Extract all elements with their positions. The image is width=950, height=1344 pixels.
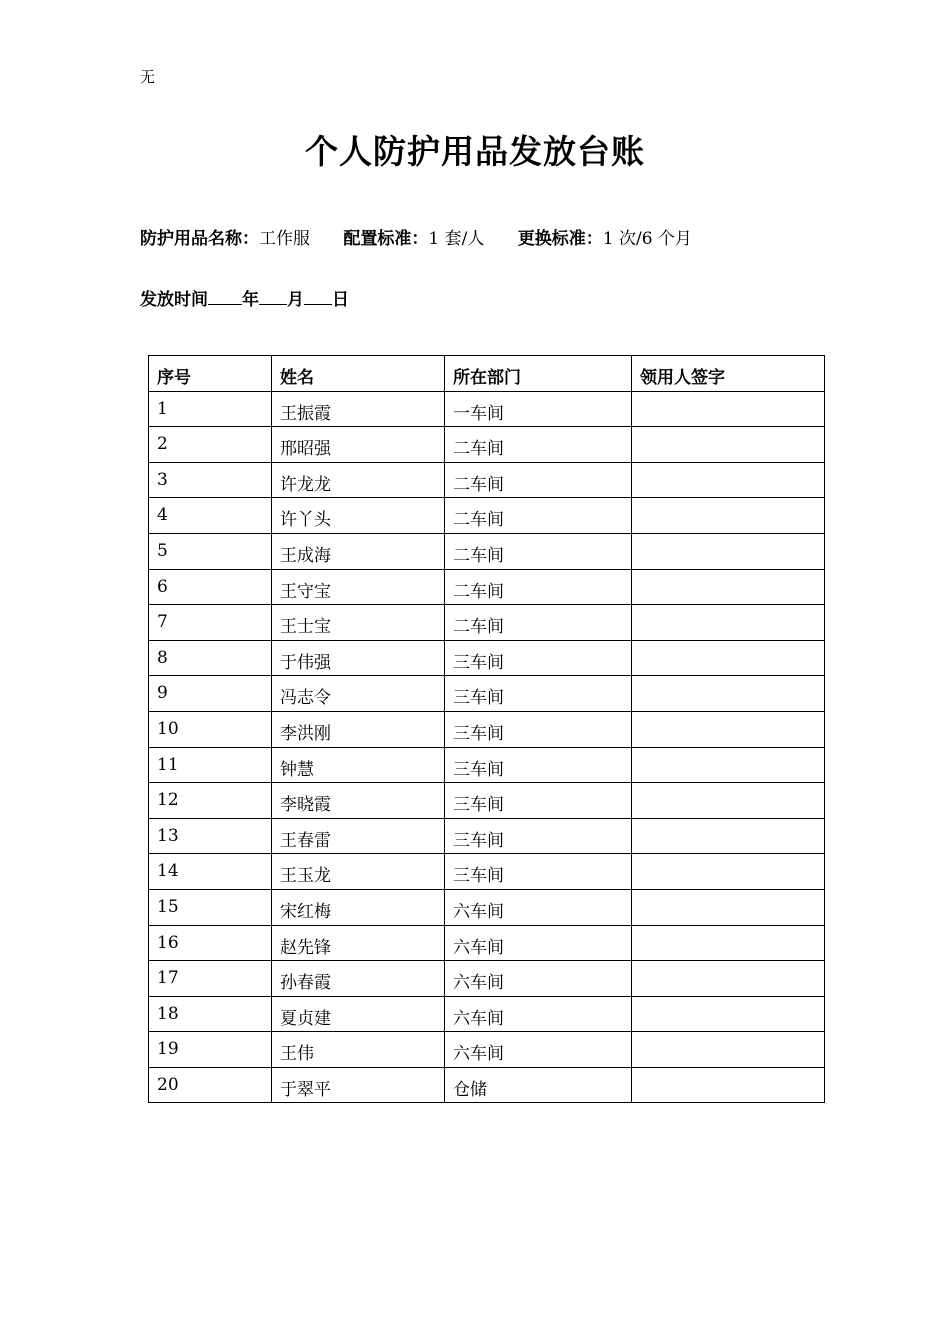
table-row <box>149 640 825 676</box>
cell-department: 六车间 <box>445 925 632 961</box>
table-header-row <box>149 356 825 392</box>
cell-signature[interactable] <box>632 854 825 890</box>
cell-no: 19 <box>149 1032 272 1068</box>
header-name: 姓名 <box>272 356 445 392</box>
cell-department: 三车间 <box>445 640 632 676</box>
spec-line <box>140 224 692 249</box>
month-blank[interactable] <box>259 288 287 305</box>
cell-department: 六车间 <box>445 889 632 925</box>
cell-no: 18 <box>149 996 272 1032</box>
table-row <box>149 783 825 819</box>
distribution-ledger-table <box>148 355 825 1103</box>
header-no: 序号 <box>149 356 272 392</box>
cell-signature[interactable] <box>632 533 825 569</box>
config-standard-value: 1 套/人 <box>428 229 485 249</box>
table-row <box>149 1032 825 1068</box>
cell-no: 16 <box>149 925 272 961</box>
header-note: 无 <box>140 68 156 86</box>
cell-name: 李洪刚 <box>272 711 445 747</box>
cell-no: 15 <box>149 889 272 925</box>
cell-department: 三车间 <box>445 783 632 819</box>
cell-name: 许丫头 <box>272 498 445 534</box>
cell-no: 13 <box>149 818 272 854</box>
month-label: 月 <box>287 290 304 310</box>
cell-signature[interactable] <box>632 569 825 605</box>
cell-no: 1 <box>149 391 272 427</box>
cell-signature[interactable] <box>632 676 825 712</box>
cell-department: 二车间 <box>445 462 632 498</box>
table-row <box>149 711 825 747</box>
cell-signature[interactable] <box>632 1032 825 1068</box>
table-row <box>149 569 825 605</box>
cell-signature[interactable] <box>632 640 825 676</box>
table-row <box>149 391 825 427</box>
table-row <box>149 533 825 569</box>
cell-department: 二车间 <box>445 533 632 569</box>
cell-signature[interactable] <box>632 498 825 534</box>
table-row <box>149 1067 825 1103</box>
cell-signature[interactable] <box>632 711 825 747</box>
cell-name: 钟慧 <box>272 747 445 783</box>
table-row <box>149 854 825 890</box>
cell-department: 六车间 <box>445 996 632 1032</box>
cell-no: 3 <box>149 462 272 498</box>
cell-signature[interactable] <box>632 747 825 783</box>
cell-no: 14 <box>149 854 272 890</box>
cell-name: 王成海 <box>272 533 445 569</box>
cell-no: 11 <box>149 747 272 783</box>
table-row <box>149 676 825 712</box>
cell-name: 赵先锋 <box>272 925 445 961</box>
cell-name: 孙春霞 <box>272 961 445 997</box>
cell-no: 6 <box>149 569 272 605</box>
table-body <box>149 391 825 1103</box>
cell-department: 三车间 <box>445 818 632 854</box>
cell-department: 三车间 <box>445 676 632 712</box>
cell-department: 三车间 <box>445 854 632 890</box>
cell-department: 三车间 <box>445 747 632 783</box>
cell-department: 二车间 <box>445 605 632 641</box>
cell-name: 李晓霞 <box>272 783 445 819</box>
cell-name: 许龙龙 <box>272 462 445 498</box>
cell-no: 20 <box>149 1067 272 1103</box>
table-row <box>149 889 825 925</box>
cell-name: 王伟 <box>272 1032 445 1068</box>
day-label: 日 <box>332 290 349 310</box>
replace-standard-label: 更换标准： <box>517 229 603 249</box>
cell-department: 二车间 <box>445 569 632 605</box>
cell-department: 二车间 <box>445 498 632 534</box>
day-blank[interactable] <box>304 288 332 305</box>
cell-no: 4 <box>149 498 272 534</box>
cell-signature[interactable] <box>632 605 825 641</box>
cell-name: 夏贞建 <box>272 996 445 1032</box>
cell-no: 8 <box>149 640 272 676</box>
table-row <box>149 498 825 534</box>
issue-date-line <box>140 285 349 310</box>
header-signature: 领用人签字 <box>632 356 825 392</box>
cell-department: 二车间 <box>445 427 632 463</box>
cell-department: 三车间 <box>445 711 632 747</box>
year-label: 年 <box>242 290 259 310</box>
cell-no: 10 <box>149 711 272 747</box>
cell-department: 六车间 <box>445 961 632 997</box>
table-row <box>149 925 825 961</box>
cell-signature[interactable] <box>632 925 825 961</box>
cell-signature[interactable] <box>632 783 825 819</box>
cell-no: 9 <box>149 676 272 712</box>
cell-no: 7 <box>149 605 272 641</box>
cell-name: 宋红梅 <box>272 889 445 925</box>
cell-department: 六车间 <box>445 1032 632 1068</box>
cell-department: 一车间 <box>445 391 632 427</box>
replace-standard-value: 1 次/6 个月 <box>602 229 692 249</box>
cell-signature[interactable] <box>632 391 825 427</box>
cell-signature[interactable] <box>632 462 825 498</box>
item-name-label: 防护用品名称： <box>140 229 259 249</box>
issue-date-label: 发放时间 <box>140 290 208 310</box>
config-standard-label: 配置标准： <box>343 229 429 249</box>
cell-no: 17 <box>149 961 272 997</box>
cell-name: 邢昭强 <box>272 427 445 463</box>
item-name-value: 工作服 <box>259 229 310 249</box>
cell-signature[interactable] <box>632 1067 825 1103</box>
cell-no: 12 <box>149 783 272 819</box>
cell-no: 5 <box>149 533 272 569</box>
table-row <box>149 996 825 1032</box>
table-row <box>149 427 825 463</box>
cell-name: 于伟强 <box>272 640 445 676</box>
cell-signature[interactable] <box>632 889 825 925</box>
table-row <box>149 605 825 641</box>
table-row <box>149 747 825 783</box>
cell-name: 于翠平 <box>272 1067 445 1103</box>
cell-signature[interactable] <box>632 961 825 997</box>
cell-signature[interactable] <box>632 818 825 854</box>
cell-name: 王振霞 <box>272 391 445 427</box>
header-department: 所在部门 <box>445 356 632 392</box>
table-row <box>149 462 825 498</box>
cell-name: 王玉龙 <box>272 854 445 890</box>
cell-name: 冯志令 <box>272 676 445 712</box>
table-row <box>149 961 825 997</box>
cell-signature[interactable] <box>632 427 825 463</box>
cell-department: 仓储 <box>445 1067 632 1103</box>
cell-name: 王守宝 <box>272 569 445 605</box>
cell-name: 王春雷 <box>272 818 445 854</box>
year-blank[interactable] <box>208 288 242 305</box>
cell-no: 2 <box>149 427 272 463</box>
table-row <box>149 818 825 854</box>
cell-name: 王士宝 <box>272 605 445 641</box>
cell-signature[interactable] <box>632 996 825 1032</box>
document-title: 个人防护用品发放台账 <box>305 132 645 171</box>
